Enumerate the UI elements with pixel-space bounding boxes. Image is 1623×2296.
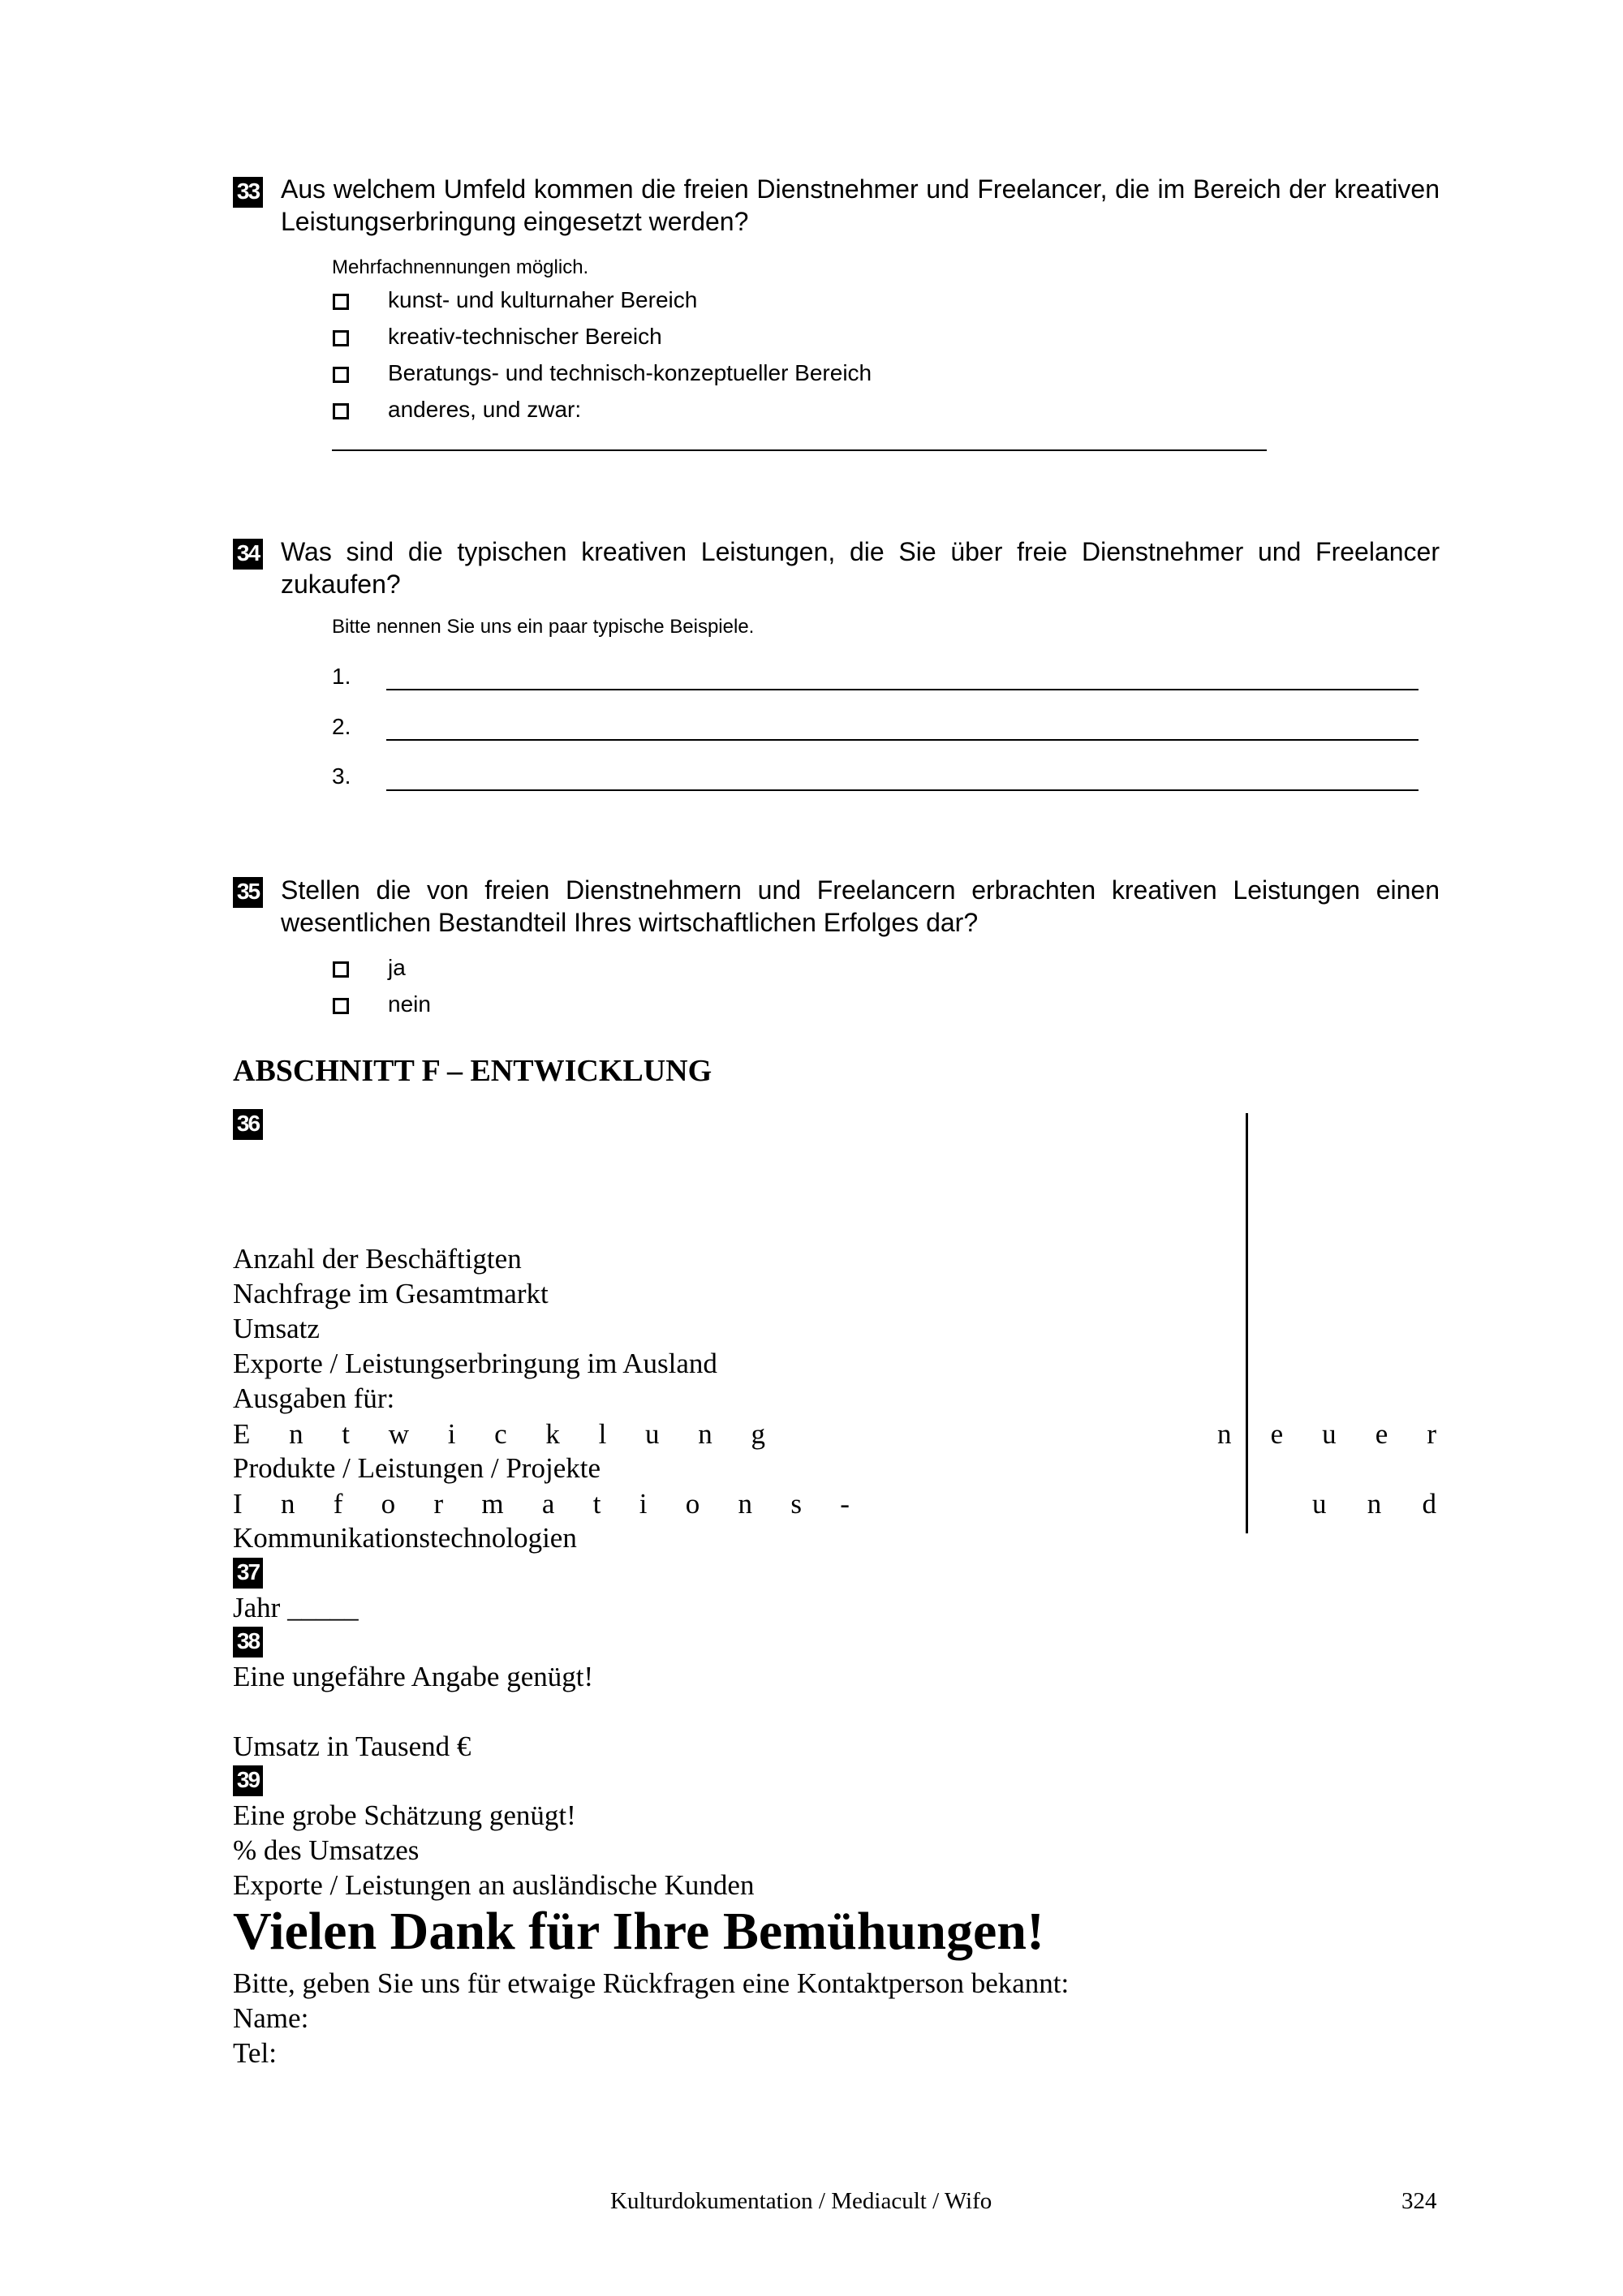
spread-letter: n	[738, 1488, 753, 1520]
spread-letter: t	[342, 1418, 351, 1450]
spread-letter: E	[233, 1418, 251, 1450]
question-39-hint: Eine grobe Schätzung genügt!	[233, 1799, 576, 1831]
question-number-39: 39	[233, 1765, 263, 1796]
jahr-label: Jahr	[233, 1592, 281, 1623]
question-33-hint: Mehrfachnennungen möglich.	[332, 256, 589, 278]
spread-letter: u	[645, 1418, 660, 1450]
spread-letter: -	[840, 1488, 850, 1520]
spread-letter: i	[639, 1488, 648, 1520]
spread-letter: l	[598, 1418, 607, 1450]
question-34-text: Was sind die typischen kreativen Leistungen, die Sie über freie Dienstnehmer und Freelancer zukaufen?	[281, 537, 1440, 599]
spread-letter: k	[545, 1418, 560, 1450]
option-label: nein	[388, 991, 431, 1017]
row-label: Kommunikationstechnologien	[233, 1522, 577, 1554]
answer-line-2[interactable]	[386, 739, 1419, 741]
spread-letter: n	[1217, 1418, 1232, 1450]
option-label: Beratungs- und technisch-konzeptueller Bereich	[388, 360, 872, 385]
row-label: Ausgaben für:	[233, 1382, 395, 1414]
spread-letter: m	[481, 1488, 504, 1520]
percent-label: % des Umsatzes	[233, 1834, 420, 1866]
spread-letter: g	[751, 1418, 765, 1450]
spread-neuer	[1217, 1418, 1436, 1451]
question-number-33: 33	[233, 177, 263, 208]
option-label: kunst- und kulturnaher Bereich	[388, 287, 698, 312]
option-label: kreativ-technischer Bereich	[388, 324, 662, 349]
spread-letter: o	[381, 1488, 396, 1520]
question-34-hint: Bitte nennen Sie uns ein paar typische Beispiele.	[332, 616, 755, 638]
section-heading: ABSCHNITT F – ENTWICKLUNG	[233, 1054, 712, 1088]
checkbox-kunst[interactable]	[333, 294, 349, 310]
spread-letter: n	[289, 1418, 304, 1450]
row-label: Produkte / Leistungen / Projekte	[233, 1452, 601, 1484]
page-number: 324	[1401, 2188, 1437, 2214]
question-38-hint: Eine ungefähre Angabe genügt!	[233, 1661, 594, 1692]
question-number-37: 37	[233, 1558, 263, 1589]
checkbox-kreativ-technisch[interactable]	[333, 330, 349, 346]
spread-letter: t	[592, 1488, 601, 1520]
exporte-label: Exporte / Leistungen an ausländische Kunden	[233, 1869, 755, 1901]
spread-letter: s	[790, 1488, 802, 1520]
footer-text: Kulturdokumentation / Mediacult / Wifo	[610, 2188, 992, 2214]
tel-label: Tel:	[233, 2037, 277, 2069]
spread-letter: e	[1375, 1418, 1388, 1450]
spread-letter: n	[1367, 1488, 1382, 1520]
spread-letter: u	[1312, 1488, 1327, 1520]
option-label: anderes, und zwar:	[388, 397, 582, 422]
answer-line-3[interactable]	[386, 789, 1419, 791]
anderes-input-line[interactable]	[332, 449, 1267, 451]
column-divider	[1246, 1113, 1248, 1533]
row-label: Umsatz	[233, 1313, 320, 1344]
question-number-34: 34	[233, 539, 263, 570]
row-label: Nachfrage im Gesamtmarkt	[233, 1278, 549, 1309]
checkbox-anderes[interactable]	[333, 403, 349, 419]
spread-letter: o	[685, 1488, 700, 1520]
checkbox-ja[interactable]	[333, 961, 349, 978]
list-item-number: 3.	[332, 763, 351, 789]
list-item-number: 1.	[332, 664, 351, 689]
option-label: ja	[388, 955, 406, 980]
spread-letter: e	[1270, 1418, 1284, 1450]
question-number-36: 36	[233, 1109, 263, 1140]
contact-request: Bitte, geben Sie uns für etwaige Rückfragen eine Kontaktperson bekannt:	[233, 1967, 1070, 1999]
spread-letter: d	[1422, 1488, 1436, 1520]
spread-letter: c	[494, 1418, 507, 1450]
question-number-35: 35	[233, 877, 263, 908]
jahr-input-blank[interactable]: _____	[287, 1592, 359, 1623]
spread-letter: w	[388, 1418, 410, 1450]
spread-letter: n	[280, 1488, 295, 1520]
spread-letter: r	[433, 1488, 444, 1520]
spread-letter: a	[541, 1488, 555, 1520]
thank-you-heading: Vielen Dank für Ihre Bemühungen!	[233, 1902, 1044, 1961]
spread-letter: n	[698, 1418, 712, 1450]
question-number-38: 38	[233, 1627, 263, 1658]
list-item-number: 2.	[332, 714, 351, 739]
umsatz-label: Umsatz in Tausend €	[233, 1731, 471, 1762]
row-label: Anzahl der Beschäftigten	[233, 1243, 522, 1275]
spread-informations	[233, 1488, 850, 1520]
spread-letter: I	[233, 1488, 243, 1520]
spread-entwicklung	[233, 1418, 765, 1451]
question-35-text: Stellen die von freien Dienstnehmern und Freelancern erbrachten kreativen Leistungen einen wesentlichen Bestandteil Ihres wirtschaftlichen Erfolges dar?	[281, 875, 1440, 937]
spread-letter: f	[333, 1488, 343, 1520]
answer-line-1[interactable]	[386, 689, 1419, 690]
checkbox-nein[interactable]	[333, 998, 349, 1014]
checkbox-beratung[interactable]	[333, 367, 349, 383]
spread-letter: i	[447, 1418, 456, 1450]
spread-letter: r	[1427, 1418, 1436, 1450]
question-33-text: Aus welchem Umfeld kommen die freien Dienstnehmer und Freelancer, die im Bereich der kreativen Leistungserbringung eingesetzt werden?	[281, 174, 1440, 236]
spread-letter: u	[1322, 1418, 1337, 1450]
jahr-row	[233, 1591, 359, 1625]
row-label: Exporte / Leistungserbringung im Ausland	[233, 1348, 717, 1379]
name-label: Name:	[233, 2002, 309, 2034]
spread-und	[1312, 1488, 1436, 1520]
